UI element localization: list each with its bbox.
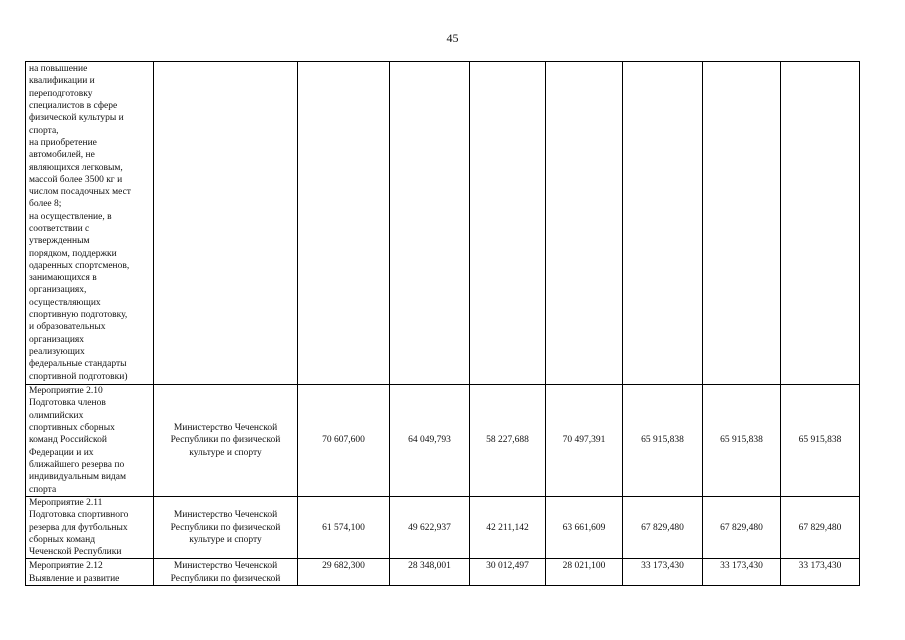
value-cell <box>546 62 623 385</box>
value-cell: 67 829,480 <box>781 497 860 559</box>
activity-name-cell: Мероприятие 2.10 Подготовка членов олимпийских спортивных сборных команд Российской Федерации и их ближайшего резерва по индивидуальным видам спорта <box>26 385 154 497</box>
value-cell: 33 173,430 <box>623 559 703 586</box>
value-cell: 61 574,100 <box>298 497 390 559</box>
value-cell: 70 607,600 <box>298 385 390 497</box>
activity-name-cell: на повышение квалификации и переподготовку специалистов в сфере физической культуры и спорта, на приобретение автомобилей, не являющихся легковым, массой более 3500 кг и числом посадочных мест более 8; на осуществление, в соответствии с утвержденным порядком, поддержки одаренных спортсменов, занимающихся в организациях, осуществляющих спортивную подготовку, и образовательных организациях реализующих федеральные стандарты спортивной подготовки) <box>26 62 154 385</box>
table-row <box>26 62 860 385</box>
value-cell: 64 049,793 <box>390 385 470 497</box>
value-cell: 33 173,430 <box>781 559 860 586</box>
value-cell: 67 829,480 <box>623 497 703 559</box>
value-cell: 65 915,838 <box>623 385 703 497</box>
value-cell: 42 211,142 <box>470 497 546 559</box>
executor-cell: Министерство Чеченской Республики по физической культуре и спорту <box>154 385 298 497</box>
activity-name-cell: Мероприятие 2.12 Выявление и развитие <box>26 559 154 586</box>
executor-cell: Министерство Чеченской Республики по физической культуре и спорту <box>154 497 298 559</box>
value-cell: 65 915,838 <box>781 385 860 497</box>
value-cell <box>703 62 781 385</box>
executor-cell <box>154 62 298 385</box>
value-cell <box>781 62 860 385</box>
value-cell: 30 012,497 <box>470 559 546 586</box>
table-row <box>26 497 860 559</box>
budget-table <box>25 61 860 586</box>
table-row <box>26 385 860 497</box>
activity-name-cell: Мероприятие 2.11 Подготовка спортивного резерва для футбольных сборных команд Чеченской Республики <box>26 497 154 559</box>
value-cell <box>298 62 390 385</box>
page-number: 45 <box>446 31 459 45</box>
value-cell: 58 227,688 <box>470 385 546 497</box>
value-cell <box>390 62 470 385</box>
value-cell: 65 915,838 <box>703 385 781 497</box>
value-cell: 70 497,391 <box>546 385 623 497</box>
value-cell: 29 682,300 <box>298 559 390 586</box>
value-cell: 49 622,937 <box>390 497 470 559</box>
value-cell: 33 173,430 <box>703 559 781 586</box>
value-cell <box>623 62 703 385</box>
executor-cell: Министерство Чеченской Республики по физической <box>154 559 298 586</box>
value-cell <box>470 62 546 385</box>
value-cell: 67 829,480 <box>703 497 781 559</box>
table-row <box>26 559 860 586</box>
value-cell: 63 661,609 <box>546 497 623 559</box>
value-cell: 28 348,001 <box>390 559 470 586</box>
value-cell: 28 021,100 <box>546 559 623 586</box>
